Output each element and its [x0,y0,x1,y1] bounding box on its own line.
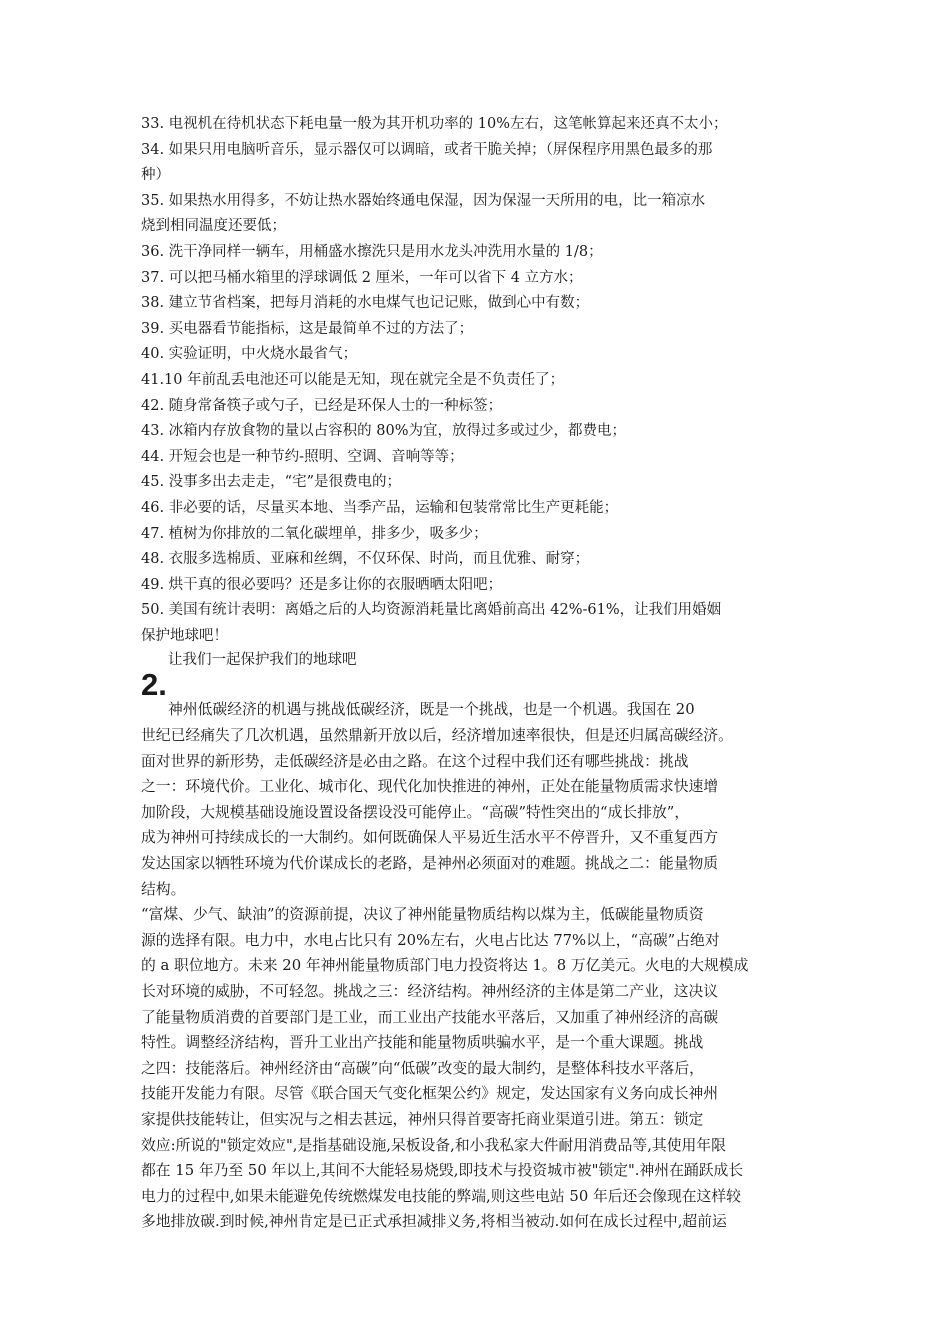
essay-line: 特性。调整经济结构，晋升工业出产技能和能量物质哄骗水平，是一个重大课题。挑战 [141,1034,704,1052]
tip-line: 38. 建立节省档案，把每月消耗的水电煤气也记记账，做到心中有数； [141,295,590,312]
section-heading: 2. [141,667,167,703]
essay-line: 了能量物质消费的首要部门是工业，而工业出产技能水平落后，又加重了神州经济的高碳 [141,1008,719,1026]
essay-line: 加阶段，大规模基础设施设置设备摆设没可能停止。“高碳”特性突出的“成长排放”， [141,803,690,821]
tip-line: 41.10 年前乱丢电池还可以能是无知，现在就完全是不负责任了； [141,371,565,388]
essay-line: 家提供技能转让，但实况与之相去甚远，神州只得首要寄托商业渠道引进。第五：锁定 [141,1110,704,1128]
tip-line: 44. 开短会也是一种节约-照明、空调、音响等等； [141,448,464,465]
tip-line: 48. 衣服多选棉质、亚麻和丝绸，不仅环保、时尚，而且优雅、耐穿； [141,551,590,568]
tip-line: 40. 实验证明，中火烧水最省气； [141,346,358,363]
essay-line: “富煤、少气、缺油”的资源前提，决议了神州能量物质结构以煤为主，低碳能量物质资 [141,906,704,924]
energy-saving-tips-list [141,112,827,649]
essay-line: 之四：技能落后。神州经济由“高碳”向“低碳”改变的最大制约，是整体科技水平落后， [141,1059,704,1077]
tip-line: 43. 冰箱内存放食物的量以占容积的 80%为宜，放得过多或过少，都费电； [141,423,627,440]
essay-line: 结构。 [141,880,186,898]
essay-line: 成为神州可持续成长的一大制约。如何既确保人平易近生活水平不停晋升，又不重复西方 [141,829,719,847]
essay-line: 世纪已经痛失了几次机遇，虽然鼎新开放以后，经济增加速率很快，但是还归属高碳经济。 [141,727,733,745]
essay-line: 面对世界的新形势，走低碳经济是必由之路。在这个过程中我们还有哪些挑战：挑战 [141,752,689,770]
essay-line: 都在 15 年乃至 50 年以上,其间不大能轻易烧毁,即技术与投资城市被"锁定".神州在踊跃成长 [141,1162,744,1180]
closing-sentence: 让我们一起保护我们的地球吧 [168,652,357,669]
essay-line: 长对环境的威胁，不可轻忽。挑战之三：经济结构。神州经济的主体是第二产业，这决议 [141,983,719,1000]
essay-line: 多地排放碳.到时候,神州肯定是已正式承担减排义务,将相当被动.如何在成长过程中,超前运 [141,1213,727,1231]
tip-line: 36. 洗干净同样一辆车，用桶盛水擦洗只是用水龙头冲洗用水量的 1/8； [141,243,603,260]
tip-line: 42. 随身常备筷子或勺子，已经是环保人士的一种标签； [141,397,503,414]
tip-line: 33. 电视机在待机状态下耗电量一般为其开机功率的 10%左右，这笔帐算起来还真不太小； [141,116,728,132]
essay-line: 源的选择有限。电力中，水电占比只有 20%左右，火电占比达 77%以上，“高碳”占绝对 [141,931,720,949]
tip-line: 46. 非必要的话，尽量买本地、当季产品，运输和包装常常比生产更耗能； [141,499,619,516]
essay-line: 电力的过程中,如果未能避免传统燃煤发电技能的弊端,则这些电站 50 年后还会像现在这样较 [141,1187,741,1205]
tip-line: 47. 植树为你排放的二氧化碳埋单，排多少，吸多少； [141,525,488,542]
essay-line: 的 a 职位地方。未来 20 年神州能量物质部门电力投资将达 1。8 万亿美元。火电的大规模成 [141,957,749,975]
tip-line: 34. 如果只用电脑听音乐，显示器仅可以调暗，或者干脆关掉；（屏保程序用黑色最多的那 [141,141,713,158]
tip-line: 35. 如果热水用得多，不妨让热水器始终通电保湿，因为保湿一天所用的电，比一箱凉水 [141,192,706,209]
essay-line: 技能开发能力有限。尽管《联合国天气变化框架公约》规定，发达国家有义务向成长神州 [141,1085,719,1103]
tip-line: 49. 烘干真的很必要吗？还是多让你的衣服晒晒太阳吧； [141,576,503,593]
tip-line: 39. 买电器看节能指标，这是最简单不过的方法了； [141,320,474,337]
tip-line: 烧到相同温度还要低； [141,218,286,235]
essay-line: 之一：环境代价。工业化、城市化、现代化加快推进的神州，正处在能量物质需求快速增 [141,778,719,796]
essay-paragraph [141,697,827,1234]
essay-line: 效应:所说的"锁定效应",是指基础设施,呆板设备,和小我私家大件耐用消费品等,其使用年限 [141,1136,726,1154]
tip-line: 50. 美国有统计表明：离婚之后的人均资源消耗量比离婚前高出 42%-61%，让我们用婚姻 [141,602,722,619]
tip-line: 45. 没事多出去走走，“宅”是很费电的； [141,474,401,491]
document-page [141,112,827,1235]
essay-line: 神州低碳经济的机遇与挑战低碳经济，既是一个挑战，也是一个机遇。我国在 20 [168,701,695,719]
tip-line: 种） [141,167,170,184]
tip-line: 37. 可以把马桶水箱里的浮球调低 2 厘米，一年可以省下 4 立方水； [141,269,583,286]
essay-line: 发达国家以牺牲环境为代价谋成长的老路，是神州必须面对的难题。挑战之二：能量物质 [141,855,719,873]
tip-line: 保护地球吧！ [141,627,228,644]
